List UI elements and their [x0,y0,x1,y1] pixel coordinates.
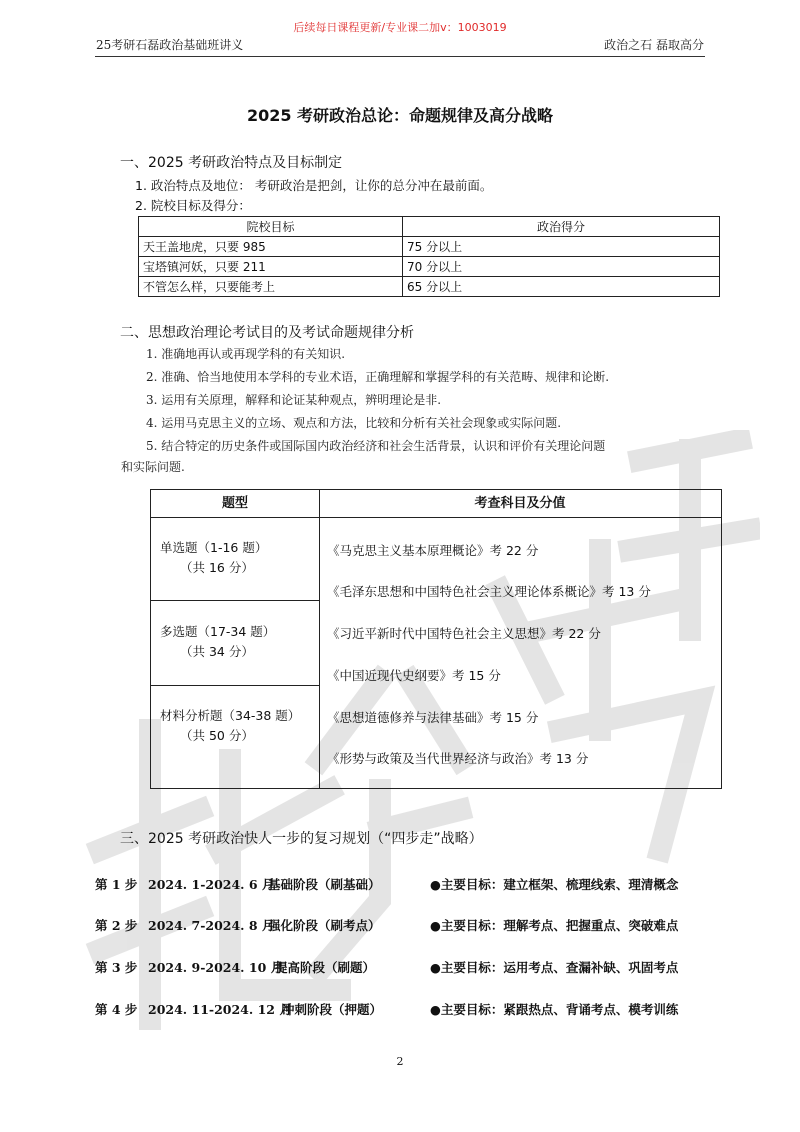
section3-heading: 三、2025 考研政治快人一步的复习规划（“四步走”战略） [120,831,483,847]
question-type-count: （共 16 分） [180,560,254,575]
table-divider [319,490,320,788]
step-goal: ●主要目标：紧跟热点、背诵考点、模考训练 [430,1002,679,1017]
table-header-score: 政治得分 [403,217,720,237]
table-cell: 宝塔镇河妖，只要 211 [139,257,403,277]
step-label: 第 4 步 [95,1002,138,1017]
step-goal: ●主要目标：建立框架、梳理线索、理清概念 [430,877,679,892]
question-type-multi [160,622,275,662]
section1-item2: 2. 院校目标及得分： [135,198,251,213]
step-goal: ●主要目标：运用考点、查漏补缺、巩固考点 [430,960,679,975]
question-type-name: 多选题（17-34 题） [160,624,276,639]
header-divider [95,56,705,57]
step-stage: 强化阶段（刷考点） [268,918,381,933]
question-type-count: （共 50 分） [180,728,254,743]
header-left: 25考研石磊政治基础班讲义 [96,38,244,52]
step-goal: ●主要目标：理解考点、把握重点、突破难点 [430,918,679,933]
step-stage: 提高阶段（刷题） [275,960,376,975]
section1-item1: 1. 政治特点及地位： 考研政治是把剑，让你的总分冲在最前面。 [135,178,493,193]
step-period: 2024. 9-2024. 10 月 [148,960,284,975]
exam-structure-table [150,489,722,789]
table-header-type: 题型 [151,490,319,518]
section2-line3: 3. 运用有关原理，解释和论证某种观点，辨明理论是非. [146,393,442,407]
question-type-name: 材料分析题（34-38 题） [160,708,301,723]
section2-line4: 4. 运用马克思主义的立场、观点和方法，比较和分析有关社会现象或实际问题. [146,416,562,430]
subject-item: 《中国近现代史纲要》考 15 分 [327,668,501,683]
section1-heading: 一、2025 考研政治特点及目标制定 [120,155,343,171]
step-label: 第 2 步 [95,918,138,933]
section2-line5: 5. 结合特定的历史条件或国际国内政治经济和社会生活背景，认识和评价有关理论问题 [146,439,606,453]
page-title: 2025 考研政治总论：命题规律及高分战略 [246,106,554,125]
step-label: 第 3 步 [95,960,138,975]
table-divider [151,685,319,686]
step-period: 2024. 1-2024. 6 月 [148,877,275,892]
step-period: 2024. 7-2024. 8 月 [148,918,275,933]
section2-line6: 和实际问题. [121,460,185,474]
table-cell: 75 分以上 [403,237,720,257]
table-row [139,277,720,297]
question-type-count: （共 34 分） [180,644,254,659]
target-score-table [138,216,720,297]
table-cell: 65 分以上 [403,277,720,297]
table-row [139,237,720,257]
section2-line2: 2. 准确、恰当地使用本学科的专业术语，正确理解和掌握学科的有关范畴、规律和论断. [146,370,610,384]
table-divider [151,600,319,601]
subject-item: 《形势与政策及当代世界经济与政治》考 13 分 [327,751,589,766]
subject-item: 《习近平新时代中国特色社会主义思想》考 22 分 [327,626,601,641]
promo-banner: 后续每日课程更新/专业课二加v：1003019 [293,21,507,34]
section2-line1: 1. 准确地再认或再现学科的有关知识. [146,347,346,361]
header-right: 政治之石 磊取高分 [604,38,704,52]
table-row [139,257,720,277]
step-stage: 基础阶段（刷基础） [268,877,381,892]
subject-item: 《马克思主义基本原理概论》考 22 分 [327,543,539,558]
step-period: 2024. 11-2024. 12 月 [148,1002,292,1017]
step-stage: 冲刺阶段（押题） [282,1002,383,1017]
question-type-name: 单选题（1-16 题） [160,540,268,555]
table-header-subject: 考查科目及分值 [319,490,721,518]
table-cell: 不管怎么样，只要能考上 [139,277,403,297]
page-number: 2 [396,1055,404,1068]
question-type-single [160,538,267,578]
subject-item: 《思想道德修养与法律基础》考 15 分 [327,710,539,725]
table-cell: 70 分以上 [403,257,720,277]
step-label: 第 1 步 [95,877,138,892]
table-cell: 天王盖地虎，只要 985 [139,237,403,257]
table-header-target: 院校目标 [139,217,403,237]
subject-item: 《毛泽东思想和中国特色社会主义理论体系概论》考 13 分 [327,584,651,599]
section2-heading: 二、思想政治理论考试目的及考试命题规律分析 [120,325,414,341]
question-type-material [160,706,300,746]
